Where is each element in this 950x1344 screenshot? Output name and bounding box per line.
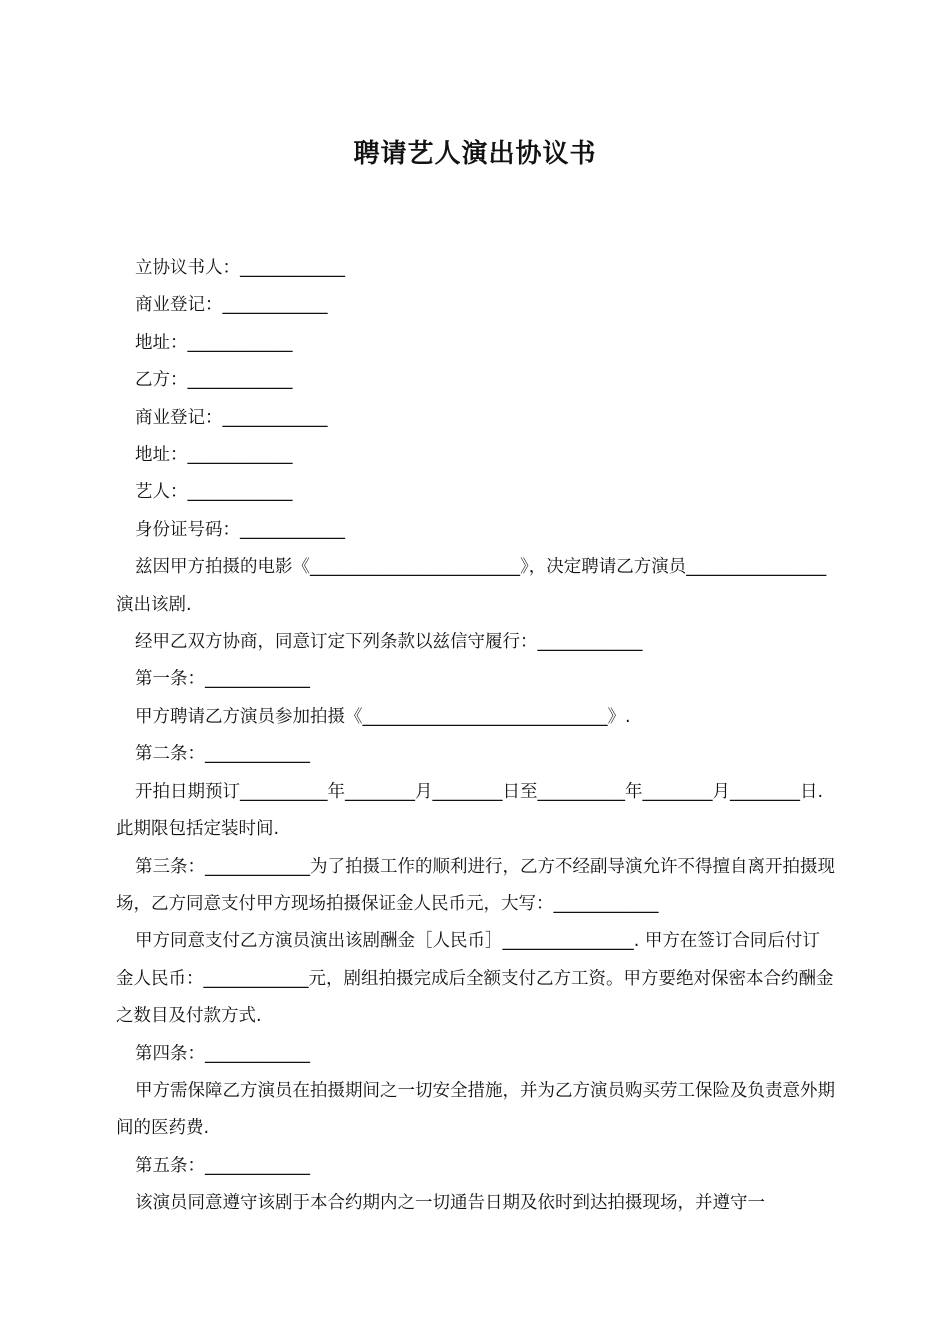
paragraph-article-5-body: 该演员同意遵守该剧于本合约期内之一切通告日期及依时到达拍摄现场，并遵守一 — [135, 1193, 765, 1214]
paragraph-article-5-heading: 第五条：____________ — [135, 1155, 310, 1176]
paragraph-article-2-heading: 第二条：____________ — [135, 744, 310, 765]
paragraph-address-a: 地址：____________ — [135, 332, 293, 353]
paragraph-article-1-body: 甲方聘请乙方演员参加拍摄《____________________________》. — [135, 706, 631, 727]
paragraph-article-4-heading: 第四条：____________ — [135, 1043, 310, 1064]
paragraph-party-b: 乙方：____________ — [135, 370, 293, 391]
paragraph-agreement: 经甲乙双方协商，同意订定下列条款以兹信守履行：____________ — [135, 632, 643, 653]
paragraph-article-3: 第三条：____________为了拍摄工作的顺利进行，乙方不经副导演允许不得擅自离开拍摄现场，乙方同意支付甲方现场拍摄保证金人民币元，大写：____________ — [116, 856, 835, 914]
paragraph-artist: 艺人：____________ — [135, 482, 293, 503]
paragraph-article-1-heading: 第一条：____________ — [135, 669, 310, 690]
document-body — [116, 250, 836, 1223]
paragraph-article-4-body: 甲方需保障乙方演员在拍摄期间之一切安全措施，并为乙方演员购买劳工保险及负责意外期间的医药费. — [116, 1080, 835, 1139]
paragraph-address-b: 地址：____________ — [135, 445, 293, 466]
paragraph-remuneration: 甲方同意支付乙方演员演出该剧酬金［人民币］_______________. 甲方在签订合同后付订金人民币：____________元，剧组拍摄完成后全额支付乙方工资。甲方要绝对保密本合约酬金之数目及付款方式. — [116, 931, 834, 1027]
paragraph-signatory: 立协议书人：____________ — [135, 258, 345, 278]
paragraph-article-2-body: 开拍日期预订__________年________月________日至__________年________月________日. 此期限包括定装时间. — [116, 781, 829, 840]
paragraph-preamble: 兹因甲方拍摄的电影《________________________》，决定聘请乙方演员________________演出该剧. — [116, 557, 827, 615]
document-title: 聘请艺人演出协议书 — [353, 139, 597, 169]
paragraph-business-registration-b: 商业登记：____________ — [135, 407, 328, 428]
paragraph-business-registration-a: 商业登记：____________ — [135, 295, 328, 316]
paragraph-id-number: 身份证号码：____________ — [135, 519, 345, 540]
